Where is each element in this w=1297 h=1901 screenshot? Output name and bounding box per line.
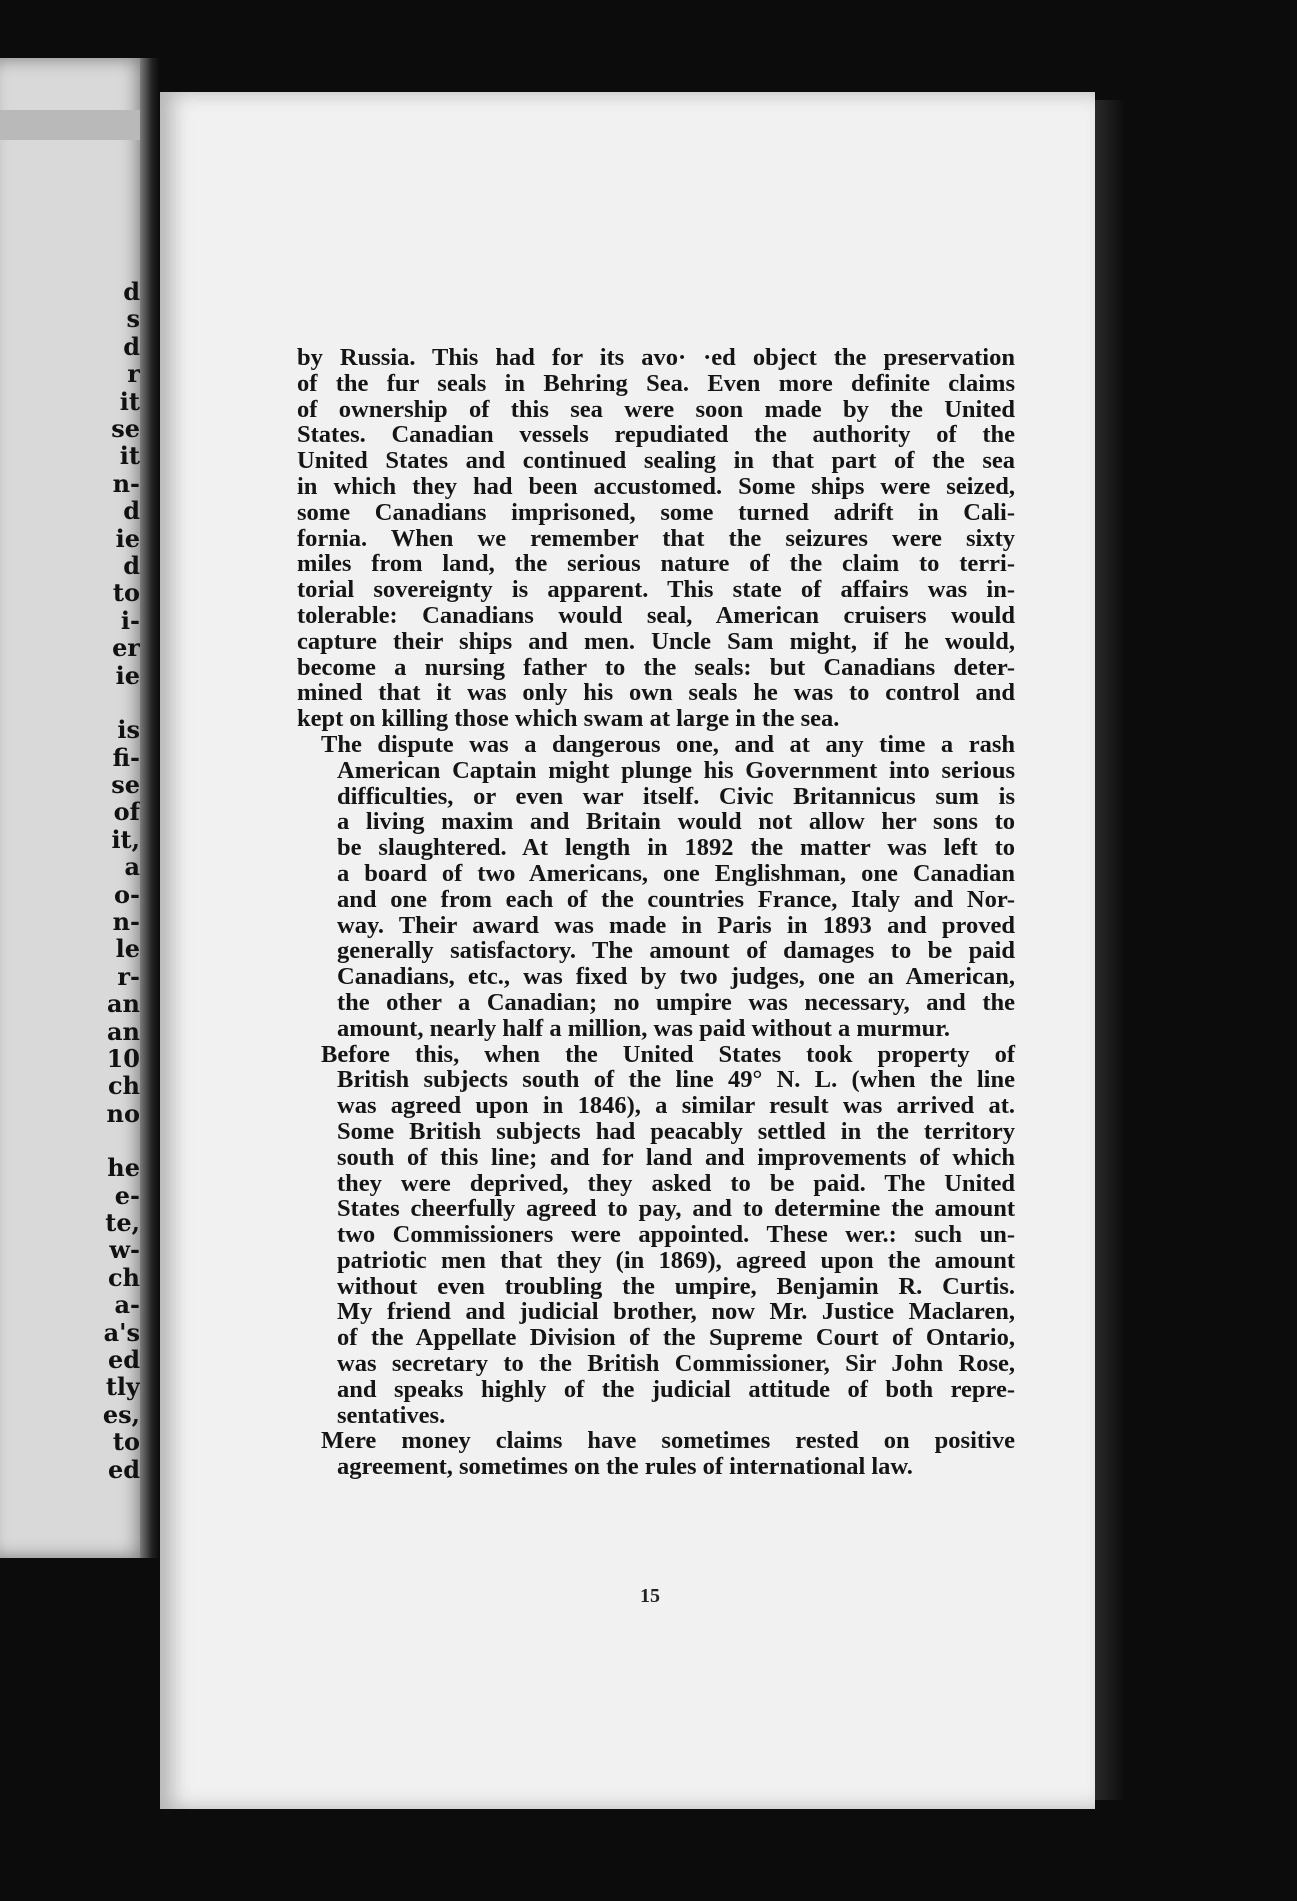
left-fragment: ch — [107, 1071, 140, 1101]
text-line: States cheerfully agreed to pay, and to determine the amount — [337, 1195, 1015, 1223]
left-fragment: fi- — [112, 742, 140, 772]
left-fragment: tly — [105, 1372, 140, 1402]
left-fragment: ed — [107, 1345, 140, 1375]
left-fragment: to — [112, 1427, 140, 1457]
text-line: way. Their award was made in Paris in 1893 and proved — [337, 911, 1015, 939]
text-line: miles from land, the serious nature of the claim to terri- — [297, 550, 1015, 578]
left-fragment: d — [123, 551, 140, 581]
left-fragment: he — [107, 1153, 140, 1183]
left-fragment: of — [113, 797, 140, 827]
left-fragment: a — [124, 852, 140, 882]
left-fragment: r- — [117, 961, 140, 991]
text-line: British subjects south of the line 49° N. L. (when the line — [337, 1066, 1015, 1094]
left-fragment: es, — [102, 1399, 140, 1429]
text-line: tolerable: Canadians would seal, American cruisers would — [297, 601, 1015, 629]
text-line: of the fur seals in Behring Sea. Even more definite claims — [297, 369, 1015, 397]
left-fragment: d — [123, 331, 140, 361]
left-fragment: is — [117, 715, 140, 745]
text-line: difficulties, or even war itself. Civic Britannicus sum is — [337, 782, 1015, 810]
text-line: patriotic men that they (in 1869), agreed upon the amount — [337, 1246, 1015, 1274]
left-fragment: it — [119, 441, 140, 471]
text-line: kept on killing those which swam at large in the sea. — [297, 705, 840, 733]
left-fragment: o- — [114, 879, 140, 909]
left-fragment: a- — [114, 1290, 140, 1320]
paragraph — [297, 1428, 1015, 1480]
text-line: amount, nearly half a million, was paid without a murmur. — [337, 1014, 951, 1042]
text-line: without even troubling the umpire, Benjamin R. Curtis. — [337, 1272, 1015, 1300]
text-line: capture their ships and men. Uncle Sam might, if he would, — [297, 627, 1015, 655]
left-fragment: 10 — [106, 1043, 140, 1073]
left-fragment: se — [111, 414, 140, 444]
left-fragment: ie — [115, 660, 140, 690]
left-fragment: le — [115, 934, 140, 964]
left-fragment: e- — [114, 1180, 140, 1210]
left-fragment: s — [126, 304, 140, 334]
text-line: was agreed upon in 1846), a similar result was arrived at. — [337, 1092, 1015, 1120]
text-line: The dispute was a dangerous one, and at any time a rash — [321, 730, 1015, 758]
left-fragment: it — [119, 386, 140, 416]
left-fragment: w- — [109, 1235, 140, 1265]
left-fragment: se — [111, 769, 140, 799]
left-fragment: it, — [111, 824, 140, 854]
text-line: by Russia. This had for its avo· ·ed object the preservation — [297, 344, 1015, 371]
left-fragment: d — [123, 496, 140, 526]
text-line: a board of two Americans, one Englishman, one Canadian — [337, 859, 1015, 887]
text-line: Some British subjects had peacably settled in the territory — [337, 1117, 1015, 1145]
text-line: in which they had been accustomed. Some ships were seized, — [297, 472, 1015, 500]
left-fragment — [0, 689, 140, 716]
text-line: they were deprived, they asked to be paid. The United — [337, 1169, 1015, 1197]
text-line: United States and continued sealing in that part of the sea — [297, 447, 1015, 475]
left-fragment: te, — [105, 1208, 140, 1237]
text-line: Canadians, etc., was fixed by two judges, one an American, — [337, 963, 1015, 991]
right-page-edge — [1095, 100, 1125, 1800]
text-line: sentatives. — [337, 1401, 446, 1429]
left-fragment — [0, 1127, 140, 1154]
paragraph — [297, 732, 1015, 1042]
left-fragment: an — [107, 989, 140, 1019]
text-line: mined that it was only his own seals he was to control and — [297, 679, 1015, 707]
text-line: My friend and judicial brother, now Mr. Justice Maclaren, — [337, 1298, 1015, 1326]
left-fragment: ie — [115, 523, 140, 553]
left-fragment: a's — [103, 1317, 140, 1347]
left-fragment: no — [106, 1098, 140, 1128]
left-fragment: er — [112, 633, 140, 663]
left-fragment: n- — [112, 468, 140, 498]
left-fragment: d — [123, 277, 140, 306]
paragraph — [297, 1042, 1015, 1429]
left-fragment: ch — [107, 1262, 140, 1292]
left-fragment: ed — [107, 1454, 140, 1484]
text-line: generally satisfactory. The amount of damages to be paid — [337, 937, 1015, 965]
text-line: Mere money claims have sometimes rested on positive — [321, 1427, 1015, 1455]
text-line: the other a Canadian; no umpire was necessary, and the — [337, 988, 1015, 1016]
paragraph — [297, 345, 1015, 732]
page-number: 15 — [640, 1585, 660, 1607]
left-page-text-fragments — [0, 278, 140, 1483]
text-line: become a nursing father to the seals: but Canadians deter- — [297, 653, 1015, 681]
text-line: torial sovereignty is apparent. This state of affairs was in- — [297, 576, 1015, 604]
text-line: two Commissioners were appointed. These wer.: such un- — [337, 1221, 1015, 1249]
text-line: of the Appellate Division of the Supreme Court of Ontario, — [337, 1324, 1015, 1352]
left-fragment: to — [112, 578, 140, 608]
page-body-text — [297, 345, 1015, 1480]
text-line: Before this, when the United States took property of — [321, 1040, 1015, 1068]
text-line: fornia. When we remember that the seizures were sixty — [297, 524, 1015, 552]
text-line: be slaughtered. At length in 1892 the matter was left to — [337, 834, 1015, 862]
text-line: was secretary to the British Commissioner, Sir John Rose, — [337, 1350, 1015, 1378]
text-line: a living maxim and Britain would not allow her sons to — [337, 808, 1015, 836]
left-fragment: r — [127, 359, 140, 389]
text-line: of ownership of this sea were soon made by the United — [297, 395, 1015, 423]
text-line: and one from each of the countries France, Italy and Nor- — [337, 885, 1015, 913]
text-line: agreement, sometimes on the rules of international law. — [337, 1453, 913, 1481]
text-line: some Canadians imprisoned, some turned adrift in Cali- — [297, 498, 1015, 526]
text-line: States. Canadian vessels repudiated the authority of the — [297, 421, 1015, 449]
left-page-top-strip — [0, 110, 140, 140]
text-line: and speaks highly of the judicial attitude of both repre- — [337, 1375, 1015, 1403]
left-fragment: i- — [120, 605, 140, 635]
text-line: south of this line; and for land and improvements of which — [337, 1143, 1015, 1171]
left-fragment: an — [107, 1016, 140, 1046]
book-spine — [140, 58, 160, 1558]
left-fragment: n- — [112, 906, 140, 936]
text-line: American Captain might plunge his Government into serious — [337, 756, 1015, 784]
